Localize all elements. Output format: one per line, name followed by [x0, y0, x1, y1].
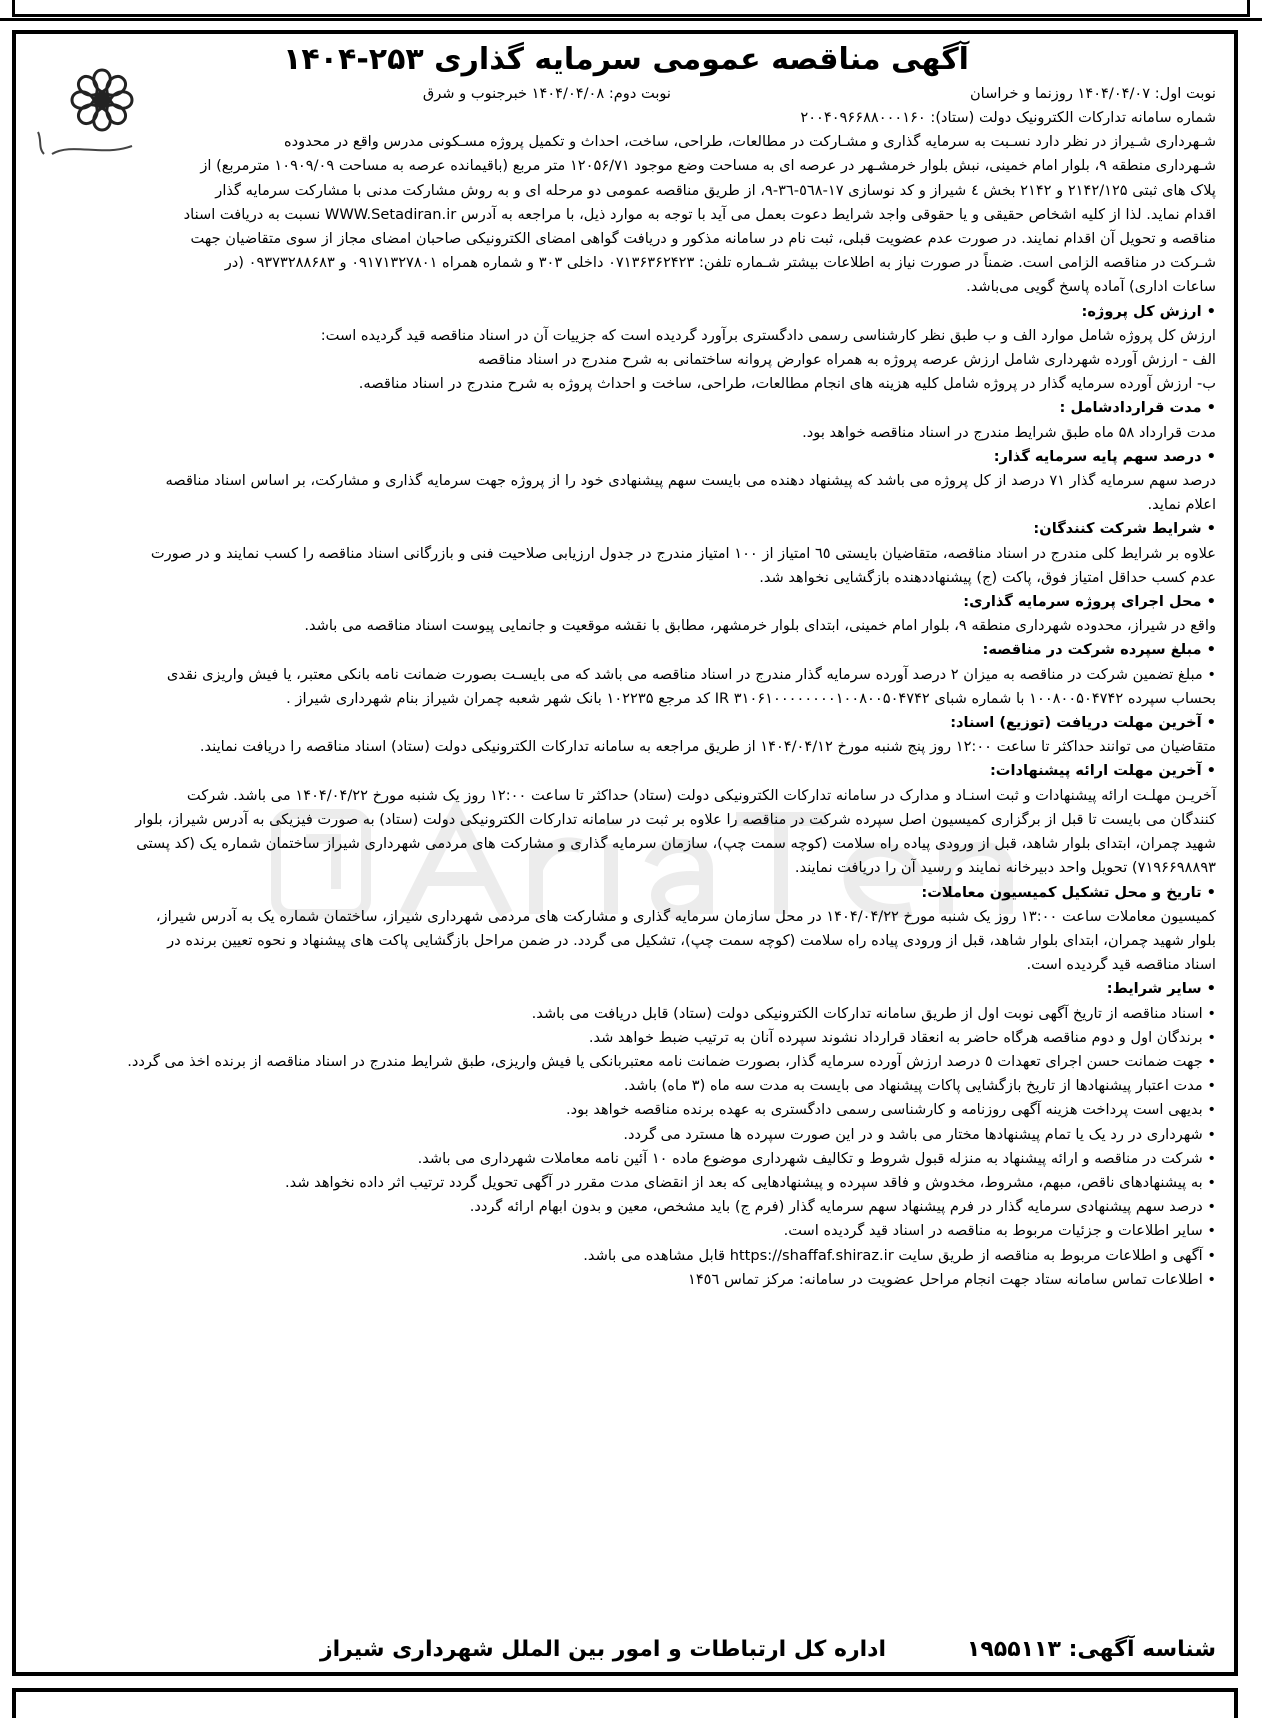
- list-item: • درصد سهم پیشنهادی سرمایه گذار در فرم پیشنهاد سهم سرمایه گذار (فرم ج) باید مشخص، معین و بدون ابهام ارائه گردد.: [36, 1195, 1216, 1219]
- footer: [36, 1634, 1216, 1666]
- intro-paragraph: [36, 130, 1216, 299]
- section-deposit: [36, 638, 1216, 711]
- section-heading: • محل اجرای پروژه سرمایه گذاری:: [963, 593, 1216, 611]
- section-line: اعلام نماید.: [1147, 496, 1216, 514]
- bottom-border-strip: [12, 1688, 1238, 1718]
- section-heading: • مدت قراردادشامل :: [1059, 399, 1216, 417]
- section-investor-share: [36, 445, 1216, 518]
- page-title: آگهی مناقصه عمومی سرمایه گذاری ۲۵۳-۱۴۰۴: [283, 42, 969, 77]
- list-item: • برندگان اول و دوم مناقصه هرگاه حاضر به انعقاد قرارداد نشوند سپرده آنان به ترتیب ضبط خواهد شد.: [36, 1026, 1216, 1050]
- ad-identifier: شناسه آگهی: ۱۹۵۵۱۱۳: [966, 1637, 1216, 1662]
- section-heading: • سایر شرایط:: [1106, 980, 1216, 998]
- list-item: • بدیهی است پرداخت هزینه آگهی روزنامه و کارشناسی رسمی دادگستری به عهده برنده مناقصه خواهد بود.: [36, 1098, 1216, 1122]
- list-item: • اطلاعات تماس سامانه ستاد جهت انجام مراحل عضویت در سامانه: مرکز تماس ۱۴٥٦: [36, 1268, 1216, 1292]
- section-line: درصد سهم سرمایه گذار ۷۱ درصد از کل پروژه می باشد که پیشنهاد دهنده می بایست سهم پیشنهادی خود را از پروژه جهت سرمایه گذاری و مشارکت، بر اساس اسناد مناقصه: [165, 472, 1216, 490]
- section-line: مدت قرارداد ۵۸ ماه طبق شرایط مندرج در اسناد مناقصه خواهد بود.: [802, 423, 1216, 441]
- intro-line: مناقصه و تحویل آن اقدام نمایند. در صورت عدم عضویت قبلی، ثبت نام در سامانه مذکور و دریافت گواهی امضای الکترونیکی صاحبان امضای مجاز از سوی متقاضیان جهت: [190, 230, 1216, 248]
- section-line: ۷۱۹۶۶۹۸۸۹۳) تحویل واحد دبیرخانه نمایند و رسید آن را دریافت نمایند.: [794, 859, 1216, 877]
- publication-rounds: [36, 82, 1216, 106]
- section-line: واقع در شیراز، محدوده شهرداری منطقه ۹، بلوار امام خمینی، ابتدای بلوار خرمشهر، مطابق با نقشه موقعیت و جانمایی پیوست اسناد مناقصه می باشد.: [304, 617, 1216, 635]
- section-heading: • ارزش کل پروژه:: [1081, 302, 1216, 320]
- list-item: • آگهی و اطلاعات مربوط به مناقصه از طریق سایت https://shaffaf.shiraz.ir قابل مشاهده می باشد.: [36, 1244, 1216, 1268]
- list-item: • اسناد مناقصه از تاریخ آگهی نوبت اول از طریق سامانه تدارکات الکترونیکی دولت (ستاد) قابل دریافت می باشد.: [36, 1002, 1216, 1026]
- section-line: متقاضیان می توانند حداکثر تا ساعت ۱۲:۰۰ روز پنج شنبه مورخ ۱۴۰۴/۰۴/۱۲ از طریق مراجعه به سامانه تدارکات الکترونیکی دولت (ستاد) اسناد مناقصه را دریافت نمایند.: [199, 738, 1216, 756]
- section-line: کنندگان می بایست تا قبل از برگزاری کمیسیون اصل سپرده شرکت در مناقصه را علاوه بر ثبت در سامانه تدارکات الکترونیکی دولت (ستاد) به صورت فیزیکی به آدرس شیراز، بلوار: [135, 810, 1216, 828]
- section-line: علاوه بر شرایط کلی مندرج در اسناد مناقصه، متقاضیان بایستی ٦٥ امتیاز از ۱۰۰ امتیاز مندرج در جدول ارزیابی صلاحیت فنی و بازرگانی اسناد مناقصه را کسب نمایند و در صورت: [150, 544, 1216, 562]
- section-line: ارزش کل پروژه شامل موارد الف و ب طبق نظر کارشناسی رسمی دادگستری برآورد گردیده است که جزییات آن در اسناد مناقصه قید گردیده است:: [320, 326, 1216, 344]
- intro-line: شـهرداری شـیراز در نظر دارد نسـبت به سرمایه گذاری و مشـارکت در مطالعات، طراحی، ساخت، احداث و تکمیل پروژه مسـکونی مدرس واقع در محدوده: [284, 133, 1216, 151]
- section-line: عدم کسب حداقل امتیاز فوق، پاکت (ج) پیشنهاددهنده بازگشایی نخواهد شد.: [759, 568, 1216, 586]
- section-receive-deadline: [36, 711, 1216, 759]
- section-line: ب- ارزش آورده سرمایه گذار در پروژه شامل کلیه هزینه های انجام مطالعات، طراحی، ساخت و احداث پروژه به شرح مندرج در اسناد مناقصه.: [358, 375, 1216, 393]
- list-item: • به پیشنهادهای ناقص، مبهم، مشروط، مخدوش و فاقد سپرده و پیشنهادهایی که بعد از انقضای مدت مقرر در آگهی تحویل گردد ترتیب اثر داده نخواهد شد.: [36, 1171, 1216, 1195]
- first-round: نوبت اول: ۱۴۰۴/۰۴/۰۷ روزنما و خراسان: [969, 85, 1216, 102]
- section-heading: • آخرین مهلت ارائه پیشنهادات:: [989, 762, 1216, 780]
- section-heading: • تاریخ و محل تشکیل کمیسیون معاملات:: [921, 883, 1216, 901]
- section-commission: [36, 881, 1216, 978]
- list-item: • شرکت در مناقصه و ارائه پیشنهاد به منزله قبول شروط و تکالیف شهرداری موضوع ماده ۱۰ آئین نامه معاملات شهرداری می باشد.: [36, 1147, 1216, 1171]
- intro-line: شـرکت در مناقصه الزامی است. ضمناً در صورت نیاز به اطلاعات بیشتر شـماره تلفن: ۰۷۱۳۶۳۶۲۴۲۳ داخلی ۳۰۳ و شماره همراه ۰۹۱۷۱۳۲۷۸۰۱ و ۰۹۳۷۳۲۸۸۶۸۳ (در: [224, 254, 1216, 272]
- section-contract-duration: [36, 396, 1216, 444]
- list-item: • شهرداری در رد یک یا تمام پیشنهادها مختار می باشد و در این صورت سپرده ها مسترد می گردد.: [36, 1123, 1216, 1147]
- list-item: • مدت اعتبار پیشنهادها از تاریخ بازگشایی پاکات پیشنهاد می بایست به مدت سه ماه (۳ ماه) باشد.: [36, 1074, 1216, 1098]
- section-line: اسناد مناقصه قید گردیده است.: [1026, 956, 1216, 974]
- list-item: • جهت ضمانت حسن اجرای تعهدات ٥ درصد ارزش آورده سرمایه گذار، بصورت ضمانت نامه معتبربانکی یا فیش واریزی، طبق شرایط مندرج در اسناد مناقصه از برنده اخذ می گردد.: [36, 1050, 1216, 1074]
- section-participant-conditions: [36, 517, 1216, 590]
- section-heading: • مبلغ سپرده شرکت در مناقصه:: [982, 641, 1216, 659]
- section-line: بلوار شهید چمران، ابتدای بلوار شاهد، قبل از ورودی پیاده راه سلامت (کوچه سمت چپ)، تشکیل می گردد. در ضمن مراحل بازگشایی پاکت های پیشنهاد و نحوه تعیین برنده در: [167, 931, 1216, 949]
- section-other-conditions: [36, 977, 1216, 1292]
- intro-line: پلاک های ثبتی ۲۱۴۲/۱۲۵ و ۲۱۴۲ بخش ٤ شیراز و کد نوسازی ۱۷-٥٦٨-٣٦-٩، از طریق مناقصه عمومی دو مرحله ای و به روش مشارکت مدنی با مشارکت سرمایه گذار: [215, 181, 1216, 199]
- section-heading: • درصد سهم پایه سرمایه گذار:: [993, 447, 1216, 465]
- intro-line: اقدام نماید. لذا از کلیه اشخاص حقیقی و یا حقوقی واجد شرایط دعوت بعمل می آید با توجه به موارد ذیل، با مراجعه به آدرس WWW.Setadiran.ir نسبت به دریافت اسناد: [183, 205, 1216, 223]
- intro-line: ساعات اداری) آماده پاسخ گویی می‌باشد.: [966, 278, 1216, 296]
- section-line: الف - ارزش آورده شهرداری شامل ارزش عرصه پروژه به همراه عوارض پروانه ساختمانی به شرح مندرج در اسناد مناقصه: [478, 351, 1216, 369]
- setad-number: شماره سامانه تدارکات الکترونیک دولت (ستاد): ۲۰۰۴۰۹۶۶۸۸۰۰۰۱۶۰: [800, 109, 1216, 126]
- section-submit-deadline: [36, 759, 1216, 880]
- section-project-value: [36, 300, 1216, 397]
- section-line: بحساب سپرده ۱۰۰۸۰۰۵۰۴۷۴۲ با شماره شبای IR ۳۱۰۶۱۰۰۰۰۰۰۰۰۱۰۰۸۰۰۵۰۴۷۴۲ کد مرجع ۱۰۲۲۳۵ بانک شهر شعبه چمران شیراز بنام شهرداری شیراز .: [286, 689, 1216, 707]
- section-line: شهید چمران، ابتدای بلوار شاهد، قبل از ورودی پیاده راه سلامت (کوچه سمت چپ)، سازمان سرمایه گذاری و مشارکت های مردمی شهرداری شیراز ساختمان شماره یک (کد پستی: [136, 835, 1216, 853]
- section-line: آخریـن مهلـت ارائه پیشنهادات و ثبت اسنـاد و مدارک در سامانه تدارکات الکترونیکی دولت (ستاد) حداکثر تا ساعت ۱۲:۰۰ روز یک شنبه مورخ ۱۴۰۴/۰۴/۲۲ می باشد. شرکت: [186, 786, 1216, 804]
- advertisement-content: [36, 40, 1216, 1292]
- advertisement-frame: [12, 30, 1238, 1676]
- section-heading: • آخرین مهلت دریافت (توزیع) اسناد:: [950, 714, 1216, 732]
- section-line: کمیسیون معاملات ساعت ۱۳:۰۰ روز یک شنبه مورخ ۱۴۰۴/۰۴/۲۲ در محل سازمان سرمایه گذاری و مشارکت های مردمی شهرداری شیراز، ساختمان شماره یک به آدرس شیراز،: [155, 907, 1216, 925]
- second-round: نوبت دوم: ۱۴۰۴/۰۴/۰۸ خبرجنوب و شرق: [422, 85, 671, 102]
- top-border-strip: [0, 0, 1262, 21]
- intro-line: شـهرداری منطقه ۹، بلوار امام خمینی، نبش بلوار خرمشـهر در عرصه ای به مساحت وضع موجود ۱۲۰۵۶/۷۱ متر مربع (باقیمانده عرصه به مساحت ۱۰۹۰۹/۰۹ مترمربع) از: [200, 157, 1216, 175]
- issuing-organization: اداره کل ارتباطات و امور بین الملل شهرداری شیراز: [319, 1637, 886, 1662]
- section-project-location: [36, 590, 1216, 638]
- list-item: • سایر اطلاعات و جزئیات مربوط به مناقصه در اسناد قید گردیده است.: [36, 1219, 1216, 1243]
- section-heading: • شرایط شرکت کنندگان:: [1033, 520, 1216, 538]
- section-line: • مبلغ تضمین شرکت در مناقصه به میزان ۲ درصد آورده سرمایه گذار مندرج در اسناد مناقصه می باشد که می بایسـت بصورت ضمانت نامه بانکی معتبر، یا فیش واریزی نقدی: [166, 665, 1216, 683]
